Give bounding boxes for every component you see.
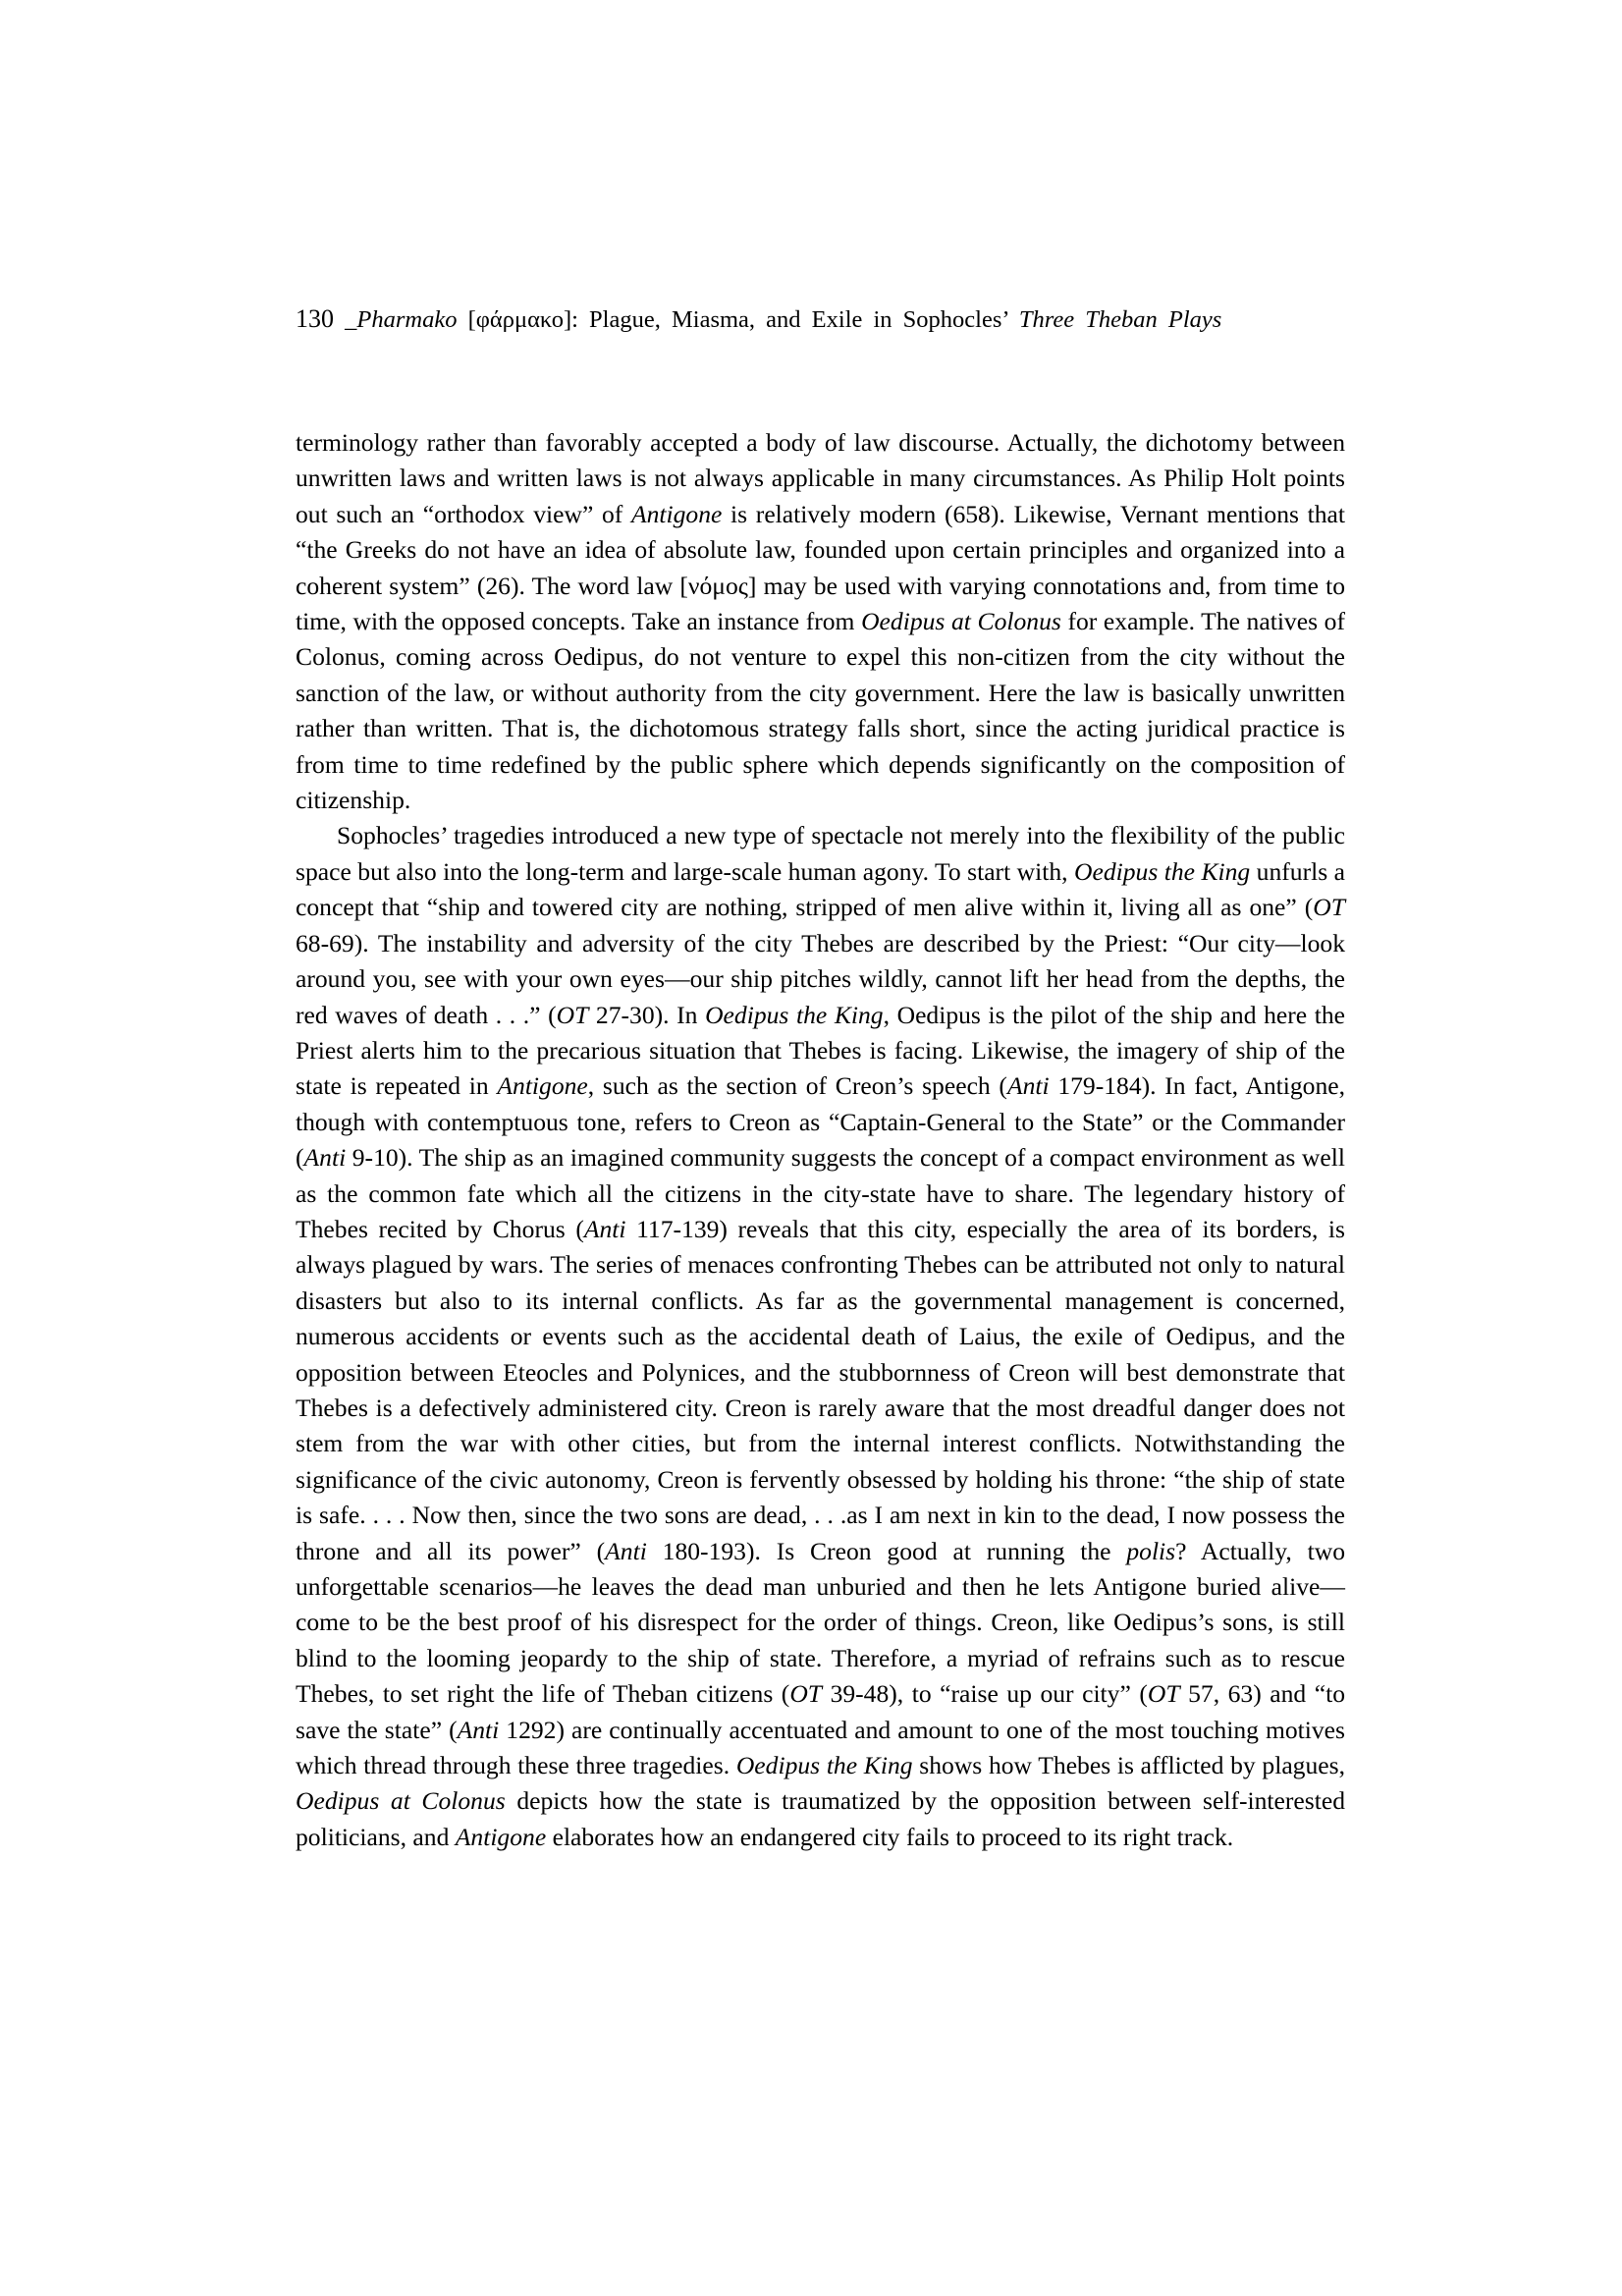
italic-text-run: Oedipus the King xyxy=(735,1751,913,1780)
italic-text-run: Anti xyxy=(303,1143,347,1173)
text-run: for example. The natives of Colonus, coming across Oedipus, do not venture to expel this non-citizen from the city without the sanction of the law, or without authority from the city government. Here the law is basically unwritten rather than written. That is, the dichotomous strategy falls short, since the acting juridical practice is from time to time redefined by the public sphere which depends significantly on the composition of citizenship. xyxy=(296,607,1345,815)
running-header xyxy=(296,302,1336,337)
italic-text-run: Antigone xyxy=(455,1822,547,1851)
text-run: 180-193). Is Creon good at running the xyxy=(646,1536,1127,1565)
text-run: , Oedipus is the pilot of the ship and here the Priest alerts him to the precarious situation that Thebes is facing. Likewise, the imagery of ship of the state is repeated in xyxy=(296,1000,1345,1101)
italic-text-run: OT xyxy=(1147,1679,1180,1709)
text-run: 39-48), to “raise up our city” ( xyxy=(822,1679,1148,1709)
text-run: 1292) are continually accentuated and amount to one of the most touching motives which thread through these three tragedies. xyxy=(296,1715,1345,1780)
text-run: unfurls a concept that “ship and towered city are nothing, stripped of men alive within it, living all as one” ( xyxy=(296,856,1345,922)
text-run: is relatively modern (658). Likewise, Vernant mentions that “the Greeks do not have an idea of absolute law, founded upon certain principles and organized into a coherent system” (26). The word law [νόμος] may be used with varying connotations and, from time to time, with the opposed concepts. Take an instance from xyxy=(296,499,1345,636)
italic-text-run: Anti xyxy=(605,1536,647,1565)
header-title-italic: Pharmako xyxy=(356,306,458,333)
italic-text-run: Oedipus at Colonus xyxy=(296,1786,506,1816)
header-title-prefix: _ xyxy=(345,306,357,333)
text-run: 117-139) reveals that this city, especially the area of its borders, is always plagued by wars. The series of menaces confronting Thebes can be attributed not only to natural disasters but also to its internal conflicts. As far as the governmental management is concerned, numerous accidents or events such as the accidental death of Laius, the exile of Oedipus, and the opposition between Eteocles and Polynices, and the stubbornness of Creon will best demonstrate that Thebes is a defectively administered city. Creon is rarely aware that the most dreadful danger does not stem from the war with other cities, but from the internal interest conflicts. Notwithstanding the significance of the civic autonomy, Creon is fervently obsessed by holding his throne: “the ship of state is safe. . . . Now then, since the two sons are dead, . . .as I am next in kin to the dead, I now possess the throne and all its power” ( xyxy=(296,1214,1345,1565)
italic-text-run: polis xyxy=(1126,1536,1176,1565)
text-run: depicts how the state is traumatized by the opposition between self-interested politicians, and xyxy=(296,1786,1346,1851)
italic-text-run: OT xyxy=(1313,893,1345,922)
text-run: shows how Thebes is afflicted by plagues, xyxy=(912,1751,1345,1780)
text-run: 179-184). In fact, Antigone, though with contemptuous tone, refers to Creon as “Captain-General to the State” or the Commander ( xyxy=(296,1071,1345,1173)
italic-text-run: OT xyxy=(789,1679,823,1709)
body-text xyxy=(296,425,1345,1855)
italic-text-run: Antigone xyxy=(630,499,723,528)
text-run: Sophocles’ tragedies introduced a new type of spectacle not merely into the flexibility of the public space but also into the long-term and large-scale human agony. To start with, xyxy=(296,821,1345,886)
page-number: 130 xyxy=(296,304,334,333)
italic-text-run: OT xyxy=(556,1000,589,1029)
italic-text-run: Anti xyxy=(1006,1071,1050,1101)
italic-text-run: Oedipus the King xyxy=(705,1000,884,1029)
text-run: 27-30). In xyxy=(588,1000,706,1029)
header-title-main: [φάρμακο]: Plague, Miasma, and Exile in Sophocles’ xyxy=(457,306,1019,333)
text-run: terminology rather than favorably accepted a body of law discourse. Actually, the dichotomy between unwritten laws and written laws is not always applicable in many circumstances. As Philip Holt points out such an “orthodox view” of xyxy=(296,428,1345,528)
header-book-title: Three Theban Plays xyxy=(1018,306,1222,333)
paragraph xyxy=(296,425,1345,818)
text-run: 68-69). The instability and adversity of the city Thebes are described by the Priest: “Our city—look around you, see with your own eyes—our ship pitches wildly, cannot lift her head from the depths, the red waves of death . . .” ( xyxy=(296,928,1345,1029)
text-run: ? Actually, two unforgettable scenarios—he leaves the dead man unburied and then he lets Antigone buried alive—come to be the best proof of his disrespect for the order of things. Creon, like Oedipus’s sons, is still blind to the looming jeopardy to the ship of state. Therefore, a myriad of refrains such as to rescue Thebes, to set right the life of Theban citizens ( xyxy=(296,1536,1346,1709)
italic-text-run: Oedipus at Colonus xyxy=(861,607,1061,636)
italic-text-run: Oedipus the King xyxy=(1073,856,1251,886)
text-run: 57, 63) and “to save the state” ( xyxy=(296,1679,1345,1744)
italic-text-run: Anti xyxy=(583,1214,626,1243)
text-run: elaborates how an endangered city fails to proceed to its right track. xyxy=(546,1822,1234,1851)
italic-text-run: Antigone xyxy=(497,1071,588,1101)
paragraph xyxy=(296,818,1345,1855)
text-run: , such as the section of Creon’s speech ( xyxy=(587,1071,1007,1101)
italic-text-run: Anti xyxy=(457,1715,500,1744)
text-run: 9-10). The ship as an imagined community suggests the concept of a compact environment as well as the common fate which all the citizens in the city-state have to share. The legendary history of Thebes recited by Chorus ( xyxy=(296,1143,1345,1243)
